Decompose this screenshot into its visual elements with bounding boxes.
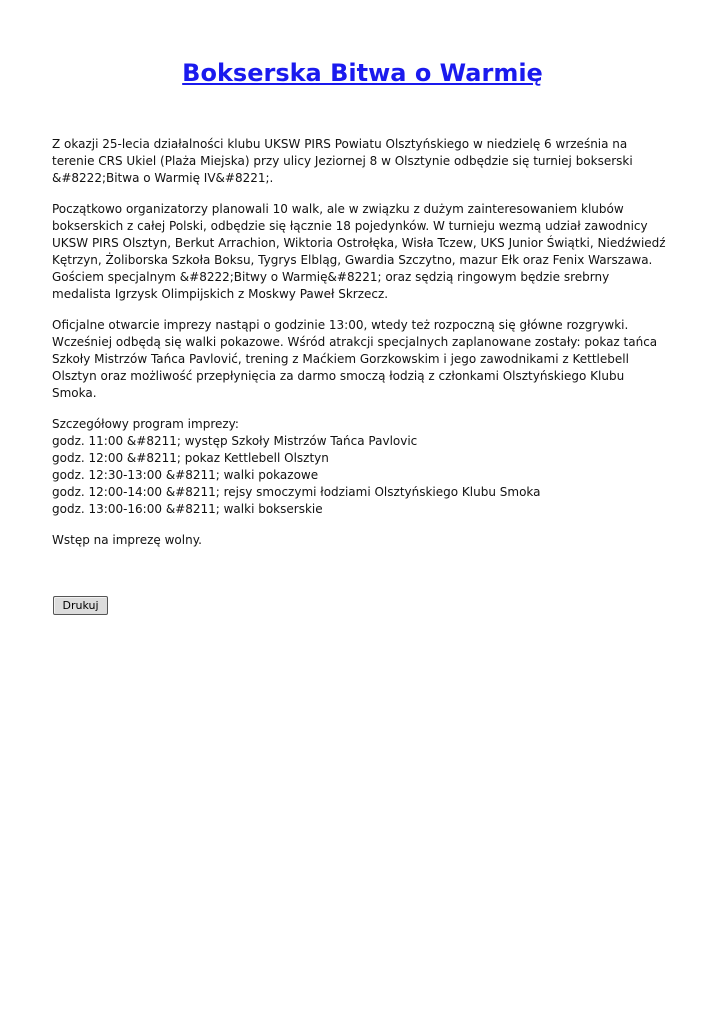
program-heading: Szczegółowy program imprezy:: [52, 417, 239, 431]
paragraph-participants: Początkowo organizatorzy planowali 10 walk, ale w związku z dużym zainteresowaniem klubów bokserskich z całej Polski, odbędzie się łącznie 18 pojedynków. W turnieju wezmą udział zawodnicy UKSW PIRS Olsztyn, Berkut Arrachion, Wiktoria Ostrołęka, Wisła Tczew, UKS Junior Świątki, Niedźwiedź Kętrzyn, Żoliborska Szkoła Boksu, Tygrys Elbląg, Gwardia Szczytno, mazur Ełk oraz Fenix Warszawa. Gościem specjalnym &#8222;Bitwy o Warmię&#8221; oraz sędzią ringowym będzie srebrny medalista Igrzysk Olimpijskich z Moskwy Paweł Skrzecz.: [52, 202, 666, 301]
program-block: [52, 416, 670, 518]
program-item: godz. 13:00-16:00 &#8211; walki bokserskie: [52, 502, 323, 516]
program-item: godz. 12:00 &#8211; pokaz Kettlebell Olsztyn: [52, 451, 329, 465]
print-button[interactable]: Drukuj: [53, 596, 108, 615]
program-item: godz. 12:30-13:00 &#8211; walki pokazowe: [52, 468, 319, 482]
program-item: godz. 12:00-14:00 &#8211; rejsy smoczymi łodziami Olsztyńskiego Klubu Smoka: [52, 485, 541, 499]
page-title: [0, 56, 725, 90]
paragraph-closing: Wstęp na imprezę wolny.: [52, 533, 202, 547]
paragraph-intro: Z okazji 25-lecia działalności klubu UKSW PIRS Powiatu Olsztyńskiego w niedzielę 6 września na terenie CRS Ukiel (Plaża Miejska) przy ulicy Jeziornej 8 w Olsztynie odbędzie się turniej bokserski &#8222;Bitwa o Warmię IV&#8221;.: [52, 137, 633, 185]
title-link[interactable]: Bokserska Bitwa o Warmię: [182, 59, 543, 87]
paragraph-opening: Oficjalne otwarcie imprezy nastąpi o godzinie 13:00, wtedy też rozpoczną się główne rozgrywki. Wcześniej odbędą się walki pokazowe. Wśród atrakcji specjalnych zaplanowane zostały: pokaz tańca Szkoły Mistrzów Tańca Pavlović, trening z Maćkiem Gorzkowskim i jego zawodnikami z Kettlebell Olsztyn oraz możliwość przepłynięcia za darmo smoczą łodzią z członkami Olsztyńskiego Klubu Smoka.: [52, 318, 658, 400]
program-item: godz. 11:00 &#8211; występ Szkoły Mistrzów Tańca Pavlovic: [52, 434, 418, 448]
article-body: [52, 136, 670, 563]
